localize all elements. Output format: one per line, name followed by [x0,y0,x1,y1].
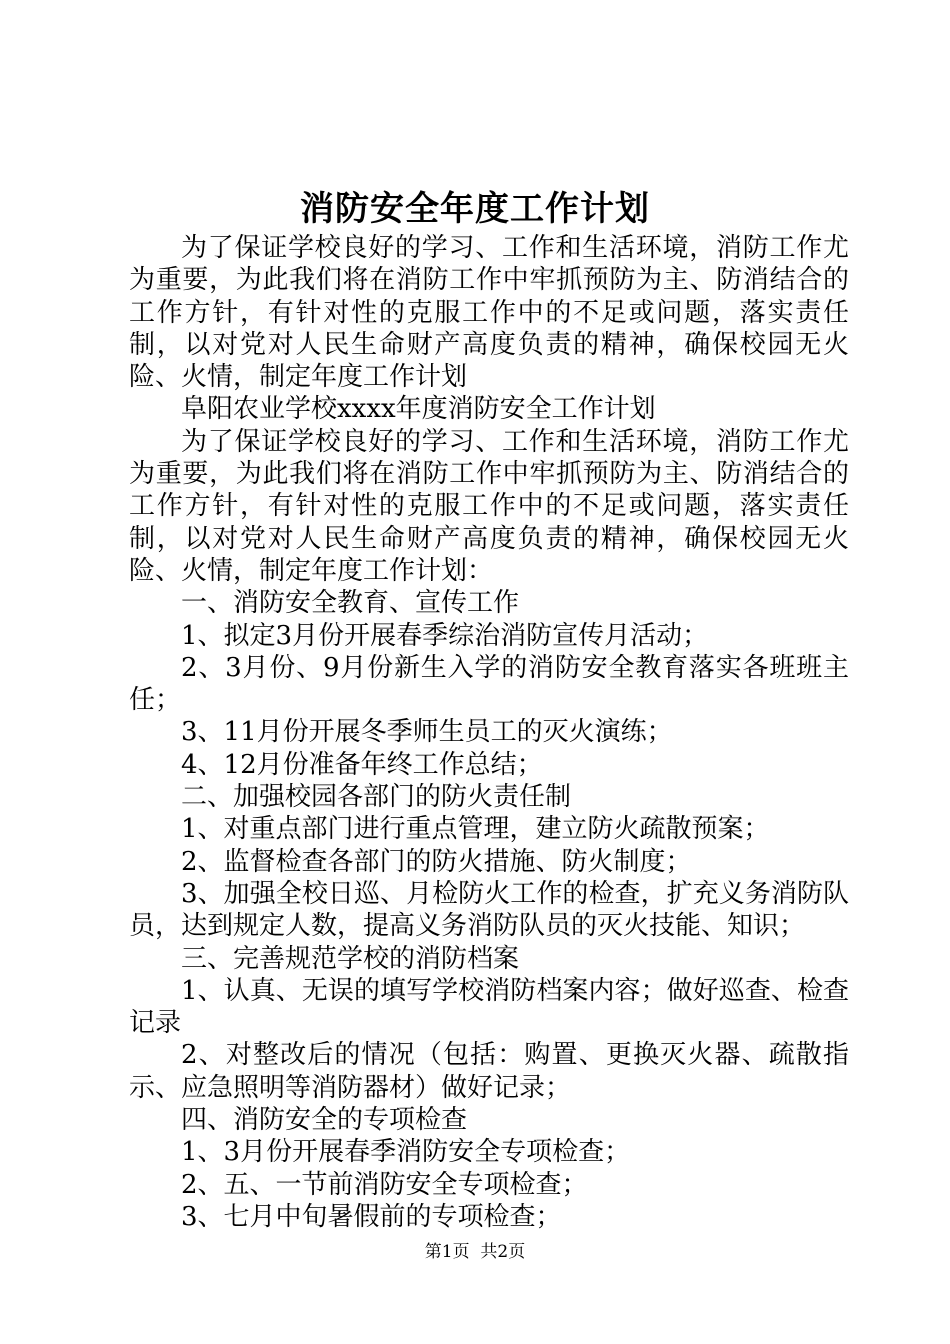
list-item: 1、拟定3月份开展春季综治消防宣传月活动； [181,620,709,651]
page-number-footer: 第1页 共2页 [424,1242,526,1262]
list-item: 3、11月份开展冬季师生员工的灭火演练； [181,717,673,748]
list-item: 3、加强全校日巡、月检防火工作的检查，扩充义务消防队员，达到规定人数，提高义务消防队员的灭火技能、知识； [129,878,849,942]
document-body [129,232,849,1233]
section-heading-2: 二、加强校园各部门的防火责任制 [181,782,572,813]
list-item: 2、五、一节前消防安全专项检查； [181,1169,588,1200]
section-heading-1: 一、消防安全教育、宣传工作 [181,588,520,619]
list-item: 2、监督检查各部门的防火措施、防火制度； [181,846,692,877]
paragraph-plan-heading: 阜阳农业学校xxxx年度消防安全工作计划 [181,394,656,425]
list-item: 1、认真、无误的填写学校消防档案内容；做好巡查、检查记录 [129,975,849,1039]
list-item: 2、对整改后的情况（包括：购置、更换灭火器、疏散指示、应急照明等消防器材）做好记录； [129,1040,849,1103]
paragraph-intro: 为了保证学校良好的学习、工作和生活环境，消防工作尤为重要，为此我们将在消防工作中牢抓预防为主、防消结合的工作方针，有针对性的克服工作中的不足或问题，落实责任制，以对党对人民生命财产高度负责的精神，确保校园无火险、火情，制定年度工作计划 [129,233,849,393]
section-heading-4: 四、消防安全的专项检查 [181,1105,468,1136]
paragraph-intro-repeat: 为了保证学校良好的学习、工作和生活环境，消防工作尤为重要，为此我们将在消防工作中牢抓预防为主、防消结合的工作方针，有针对性的克服工作中的不足或问题，落实责任制，以对党对人民生命财产高度负责的精神，确保校园无火险、火情，制定年度工作计划： [129,426,849,586]
list-item: 1、3月份开展春季消防安全专项检查； [181,1137,631,1168]
list-item: 3、七月中旬暑假前的专项检查； [181,1201,562,1232]
document-title: 消防安全年度工作计划 [300,189,650,229]
section-heading-3: 三、完善规范学校的消防档案 [181,943,520,974]
list-item: 1、对重点部门进行重点管理，建立防火疏散预案； [181,814,770,845]
list-item: 4、12月份准备年终工作总结； [181,749,543,780]
list-item: 2、3月份、9月份新生入学的消防安全教育落实各班班主任； [129,652,849,716]
